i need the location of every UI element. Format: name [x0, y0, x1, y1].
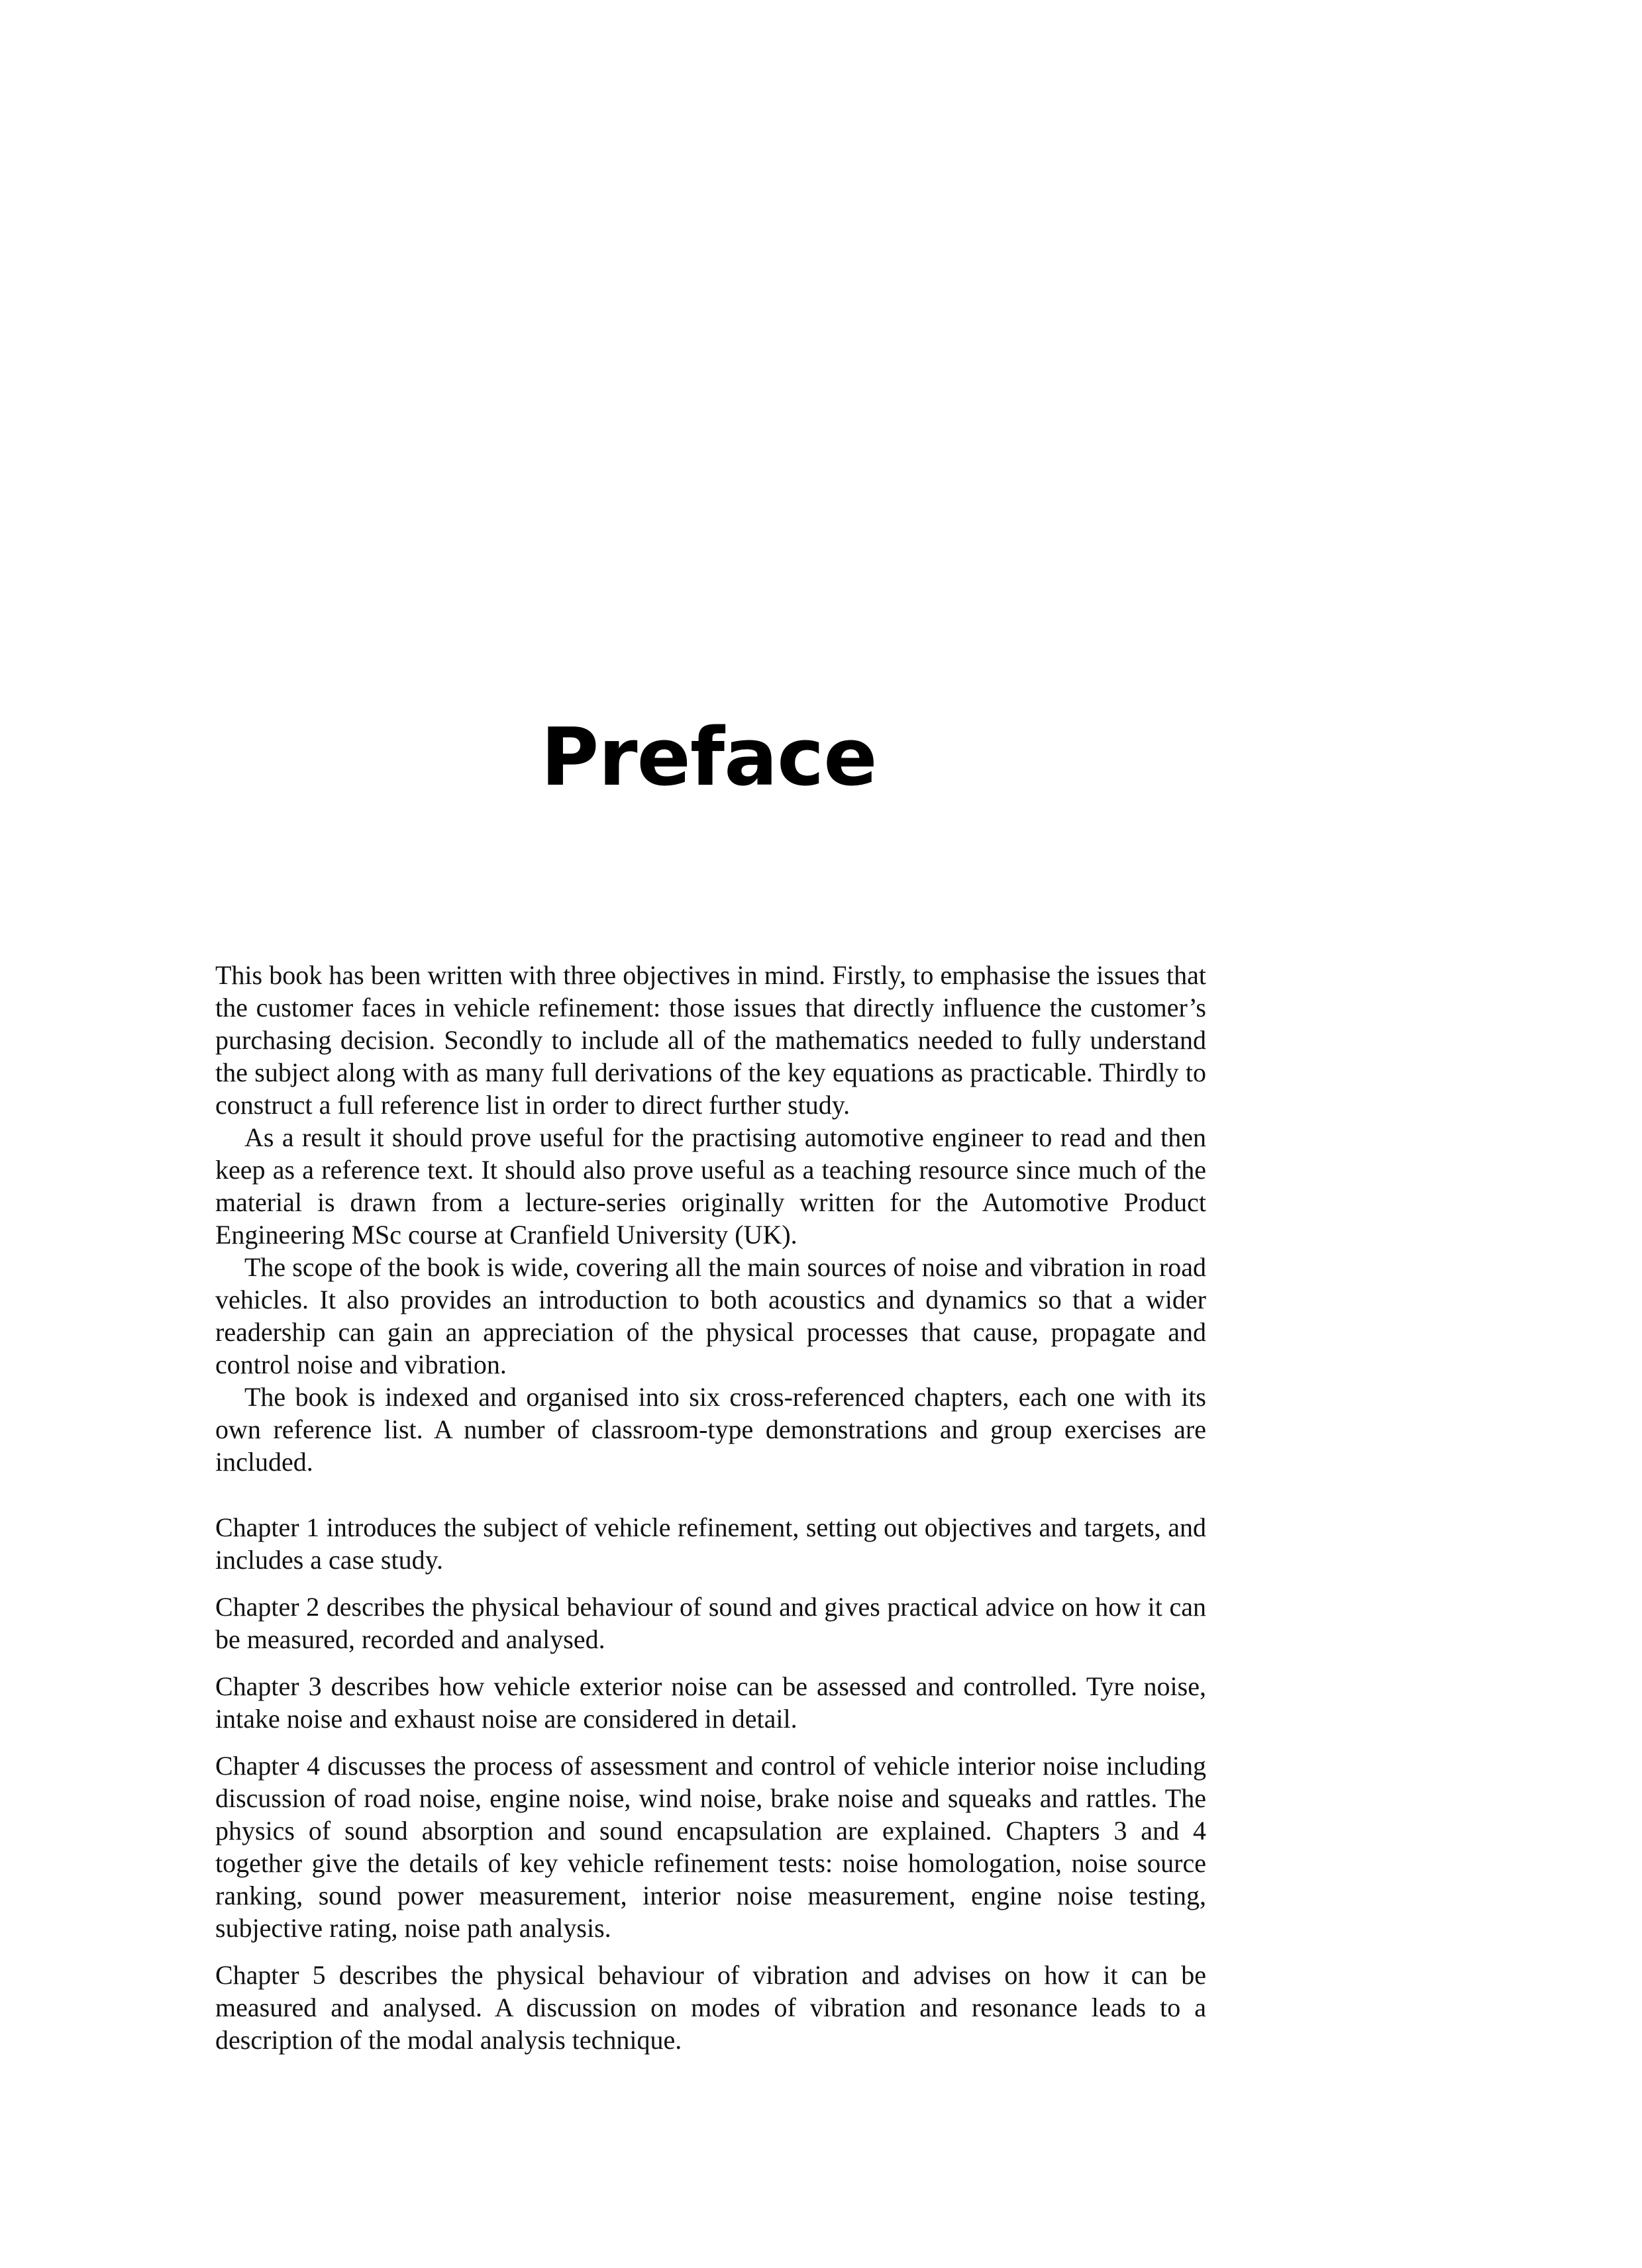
intro-paragraph-scope: The scope of the book is wide, covering all the main sources of noise and vibration in road vehicles. It also provides an introduction to both acoustics and dynamics so that a wider readership can gain an appreciation of the physical processes that cause, propagate and control noise and vibration.	[215, 1252, 1206, 1379]
chapter-2-summary: Chapter 2 describes the physical behaviour of sound and gives practical advice on how it can be measured, recorded and analysed.	[215, 1592, 1206, 1654]
chapter-summaries	[215, 1511, 1206, 2056]
intro-section	[215, 959, 1206, 1478]
chapter-4-summary: Chapter 4 discusses the process of assessment and control of vehicle interior noise including discussion of road noise, engine noise, wind noise, brake noise and squeaks and rattles. The physics of sound absorption and sound encapsulation are explained. Chapters 3 and 4 together give the details of key vehicle refinement tests: noise homologation, noise source ranking, sound power measurement, interior noise measurement, engine noise testing, subjective rating, noise path analysis.	[215, 1751, 1206, 1943]
body-text	[215, 959, 1206, 2071]
chapter-3-summary: Chapter 3 describes how vehicle exterior noise can be assessed and controlled. Tyre noise, intake noise and exhaust noise are considered in detail.	[215, 1671, 1206, 1734]
intro-paragraph-usefulness: As a result it should prove useful for the practising automotive engineer to read and then keep as a reference text. It should also prove useful as a teaching resource since much of the material is drawn from a lecture-series originally written for the Automotive Product Engineering MSc course at Cranfield University (UK).	[215, 1122, 1206, 1250]
page-title: Preface	[540, 712, 877, 804]
chapter-1-summary: Chapter 1 introduces the subject of vehicle refinement, setting out objectives and targets, and includes a case study.	[215, 1512, 1206, 1575]
chapter-5-summary: Chapter 5 describes the physical behaviour of vibration and advises on how it can be measured and analysed. A discussion on modes of vibration and resonance leads to a description of the modal analysis technique.	[215, 1960, 1206, 2055]
intro-paragraph-organisation: The book is indexed and organised into six cross-referenced chapters, each one with its own reference list. A number of classroom-type demonstrations and group exercises are included.	[215, 1382, 1206, 1477]
intro-paragraph-objectives: This book has been written with three objectives in mind. Firstly, to emphasise the issues that the customer faces in vehicle refinement: those issues that directly influence the customer’s purchasing decision. Secondly to include all of the mathematics needed to fully understand the subject along with as many full derivations of the key equations as practicable. Thirdly to construct a full reference list in order to direct further study.	[215, 960, 1206, 1120]
